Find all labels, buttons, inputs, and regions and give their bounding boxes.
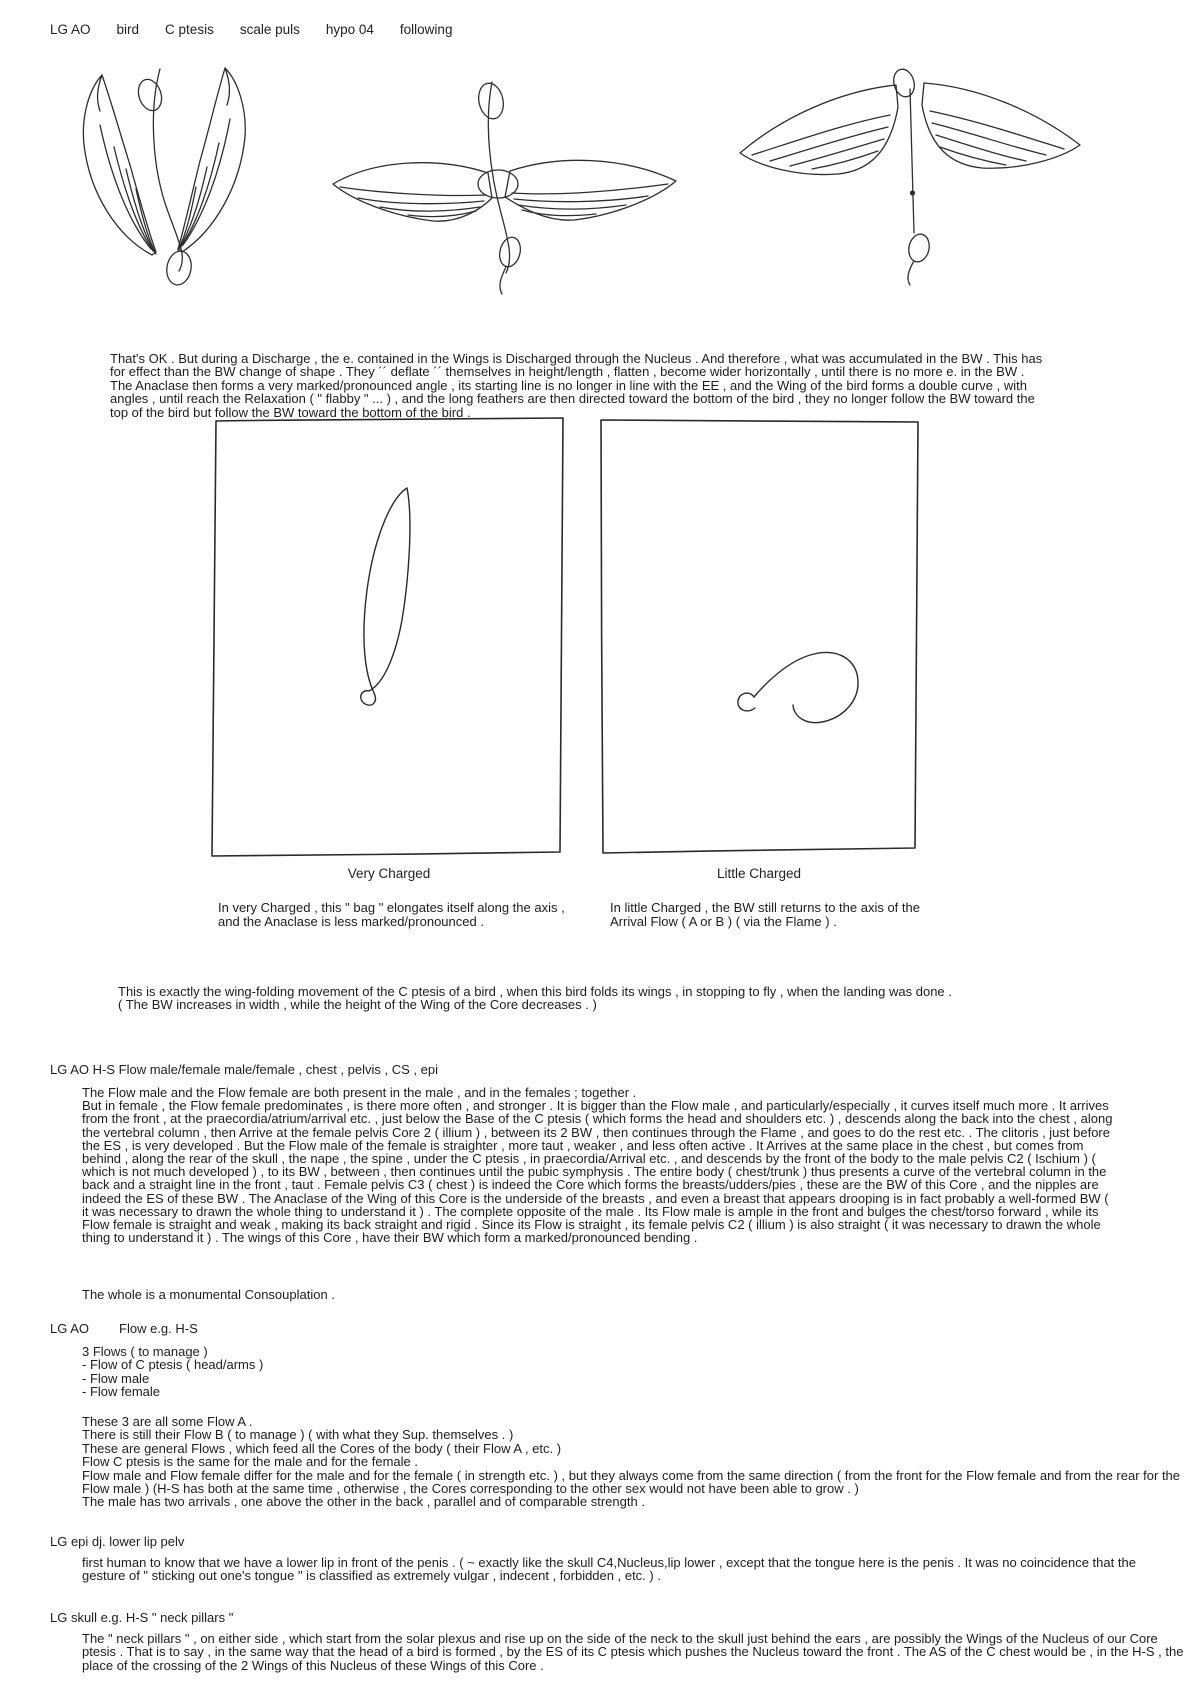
section-heading-flow-male-female: LG AO H-S Flow male/female male/female , chest , pelvis , CS , epi — [50, 1062, 438, 1077]
flow-male-female-paragraph — [82, 1086, 1114, 1244]
figure-box-very-charged — [212, 418, 563, 856]
flows-heading-token-flow: Flow e.g. H-S — [119, 1321, 198, 1336]
header-token-c-ptesis: C ptesis — [165, 22, 214, 37]
flows-note-line: These 3 are all some Flow A . — [82, 1414, 253, 1429]
monumental-consouplation-line: The whole is a monumental Consouplation . — [82, 1287, 335, 1302]
page-header — [50, 22, 452, 37]
wing-folding-note-line1: This is exactly the wing-folding movement of the C ptesis of a bird , when this bird folds its wings , in stopping to fly , when the landing was done . — [118, 984, 952, 999]
flows-note-line: Flow C ptesis is the same for the male and for the female . — [82, 1454, 418, 1470]
discharge-paragraph: That's OK . But during a Discharge , the e. contained in the Wings is Discharged through the Nucleus . And therefore , what was accumulated in the BW . This has for effect than the BW change of shape . They ´´ deflate ´´ themselves in height/length , flatten , become wider horizontally , until there is no more e. in the BW . The Anaclase then forms a very marked/pronounced angle , its starting line is no longer in line with the EE , and the Wing of the bird forms a double curve , with angles , until reach the Relaxation ( " flabby " ... ) , and the long feathers are then directed toward the bottom of the bird , they no longer follow the BW toward the top of the bird but follow the BW toward the bottom of the bird . — [110, 351, 1043, 420]
skull-paragraph: The " neck pillars " , on either side , which start from the solar plexus and rise up on the side of the neck to the skull just behind the ears , are possibly the Wings of the Nucleus of our Core ptesis . That is to say , in the same way that the head of a bird is formed , by the ES of its C ptesis which pushes the Nucleus toward the front . The AS of the C chest would be , in the H-S , the place of the crossing of the 2 Wings of this Nucleus of these Wings of this Core . — [82, 1631, 1184, 1673]
wing-folding-note-line2: ( The BW increases in width , while the height of the Wing of the Core decreases . ) — [118, 997, 597, 1013]
section-heading-epi: LG epi dj. lower lip pelv — [50, 1534, 185, 1549]
wing-sketch-drooping-drawing — [740, 67, 1080, 285]
header-token-scale-puls: scale puls — [239, 22, 300, 37]
flows-list-item: 3 Flows ( to manage ) — [82, 1344, 208, 1359]
section-heading-flows — [50, 1321, 198, 1336]
wing-folding-note — [118, 985, 1028, 1012]
label-very-charged: Very Charged — [347, 866, 431, 881]
wing-sketch-spread-drawing — [333, 81, 676, 294]
flows-note-line: The male has two arrivals , one above the other in the back , parallel and of comparable strength . — [82, 1494, 645, 1510]
label-little-charged: Little Charged — [716, 866, 802, 881]
flows-list-item: - Flow female — [82, 1384, 161, 1400]
flows-note-line: Flow male and Flow female differ for the male and for the female ( in strength etc. ) , but they always come from the same direction ( from the front for the Flow female and from the rear for the Flow male ) (H-S has both at the same time , otherwise , the Cores corresponding to the other sex would not have been able to grow . ) — [82, 1467, 1181, 1497]
header-token-hypo: hypo 04 — [325, 22, 374, 37]
flows-heading-token-lg-ao: LG AO — [50, 1321, 90, 1336]
header-token-following: following — [399, 22, 453, 37]
bag-drawing — [361, 488, 410, 705]
flows-notes — [82, 1415, 1185, 1509]
curl-drawing — [738, 653, 858, 723]
bird-wing-sketches — [40, 55, 1140, 310]
charged-figures — [195, 408, 955, 863]
flows-list-item: - Flow male — [82, 1370, 150, 1386]
flow-male-female-body: But in female , the Flow female predominates , is there more often , and stronger . It is bigger than the Flow male , and particularly/especially , it curves itself much more . It arrives from the front , at the praecordia/atrium/arrival etc. , just below the Base of the C ptesis ( which forms the head and shoulders etc. ) , descends along the back into the chest , along the vertebral column , then Arrive at the female pelvis Core 2 ( illium ) , between its 2 BW , then continues through the Flame , and goes to do the rest etc. . The clitoris , just before the ES , is very developed . But the Flow male of the female is straighter , more taut , weaker , and less often active . It Arrives at the same place in the chest , but comes from behind , along the rear of the skull , the nape , the spine , under the C ptesis , in praecordia/Arrival etc. , and descends by the front of the body to the male pelvis C2 ( Ischium ) ( which is not much developed ) , to its BW , between , then continues until the pubic symphysis . The entire body ( chest/trunk ) thus presents a curve of the vertebral column in the back and a straight line in the front , taut . Female pelvis C3 ( chest ) is indeed the Core which forms the breasts/udders/pies , these are the BW of this Core , and the nipples are indeed the ES of these BW . The Anaclase of the Wing of this Core is the underside of the breasts , and even a breast that appears drooping is in fact probably a well-formed BW ( it was necessary to drawn the whole thing to understand it ) . The complete opposite of the male . Its Flow male is ample in the front and bulges the chest/torso forward , while its Flow female is straight and weak , making its back straight and rigid . Since its Flow is straight , its female pelvis C2 ( illium ) is also straight ( it was necessary to drawn the whole thing to understand it ) . The wings of this Core , have their BW which form a marked/pronounced bending . — [82, 1098, 1113, 1246]
caption-very-charged: In very Charged , this " bag " elongates itself along the axis , and the Anaclase is less marked/pronounced . — [218, 900, 565, 929]
header-token-bird: bird — [116, 22, 140, 37]
caption-little-charged: In little Charged , the BW still returns to the axis of the Arrival Flow ( A or B ) ( via the Flame ) . — [610, 900, 920, 929]
flows-note-line: These are general Flows , which feed all the Cores of the body ( their Flow A , etc. ) — [82, 1440, 562, 1456]
wing-sketch-folded-up-drawing — [83, 68, 245, 287]
flow-male-female-line1: The Flow male and the Flow female are both present in the male , and in the females ; together . — [82, 1085, 637, 1100]
flows-list — [82, 1345, 1182, 1399]
flows-note-line: There is still their Flow B ( to manage ) ( with what they Sup. themselves . ) — [82, 1427, 514, 1443]
epi-paragraph: first human to know that we have a lower lip in front of the penis . ( ~ exactly like the skull C4,Nucleus,lip lower , except that the tongue here is the penis . It was no coincidence that the gesture of " sticking out one's tongue " is classified as extremely vulgar , indecent , forbidden , etc. ) . — [82, 1555, 1136, 1584]
header-token-lg-ao: LG AO — [50, 22, 91, 37]
figure-box-little-charged — [601, 420, 918, 853]
section-heading-skull: LG skull e.g. H-S " neck pillars " — [50, 1610, 234, 1625]
flows-list-item: - Flow of C ptesis ( head/arms ) — [82, 1357, 264, 1373]
